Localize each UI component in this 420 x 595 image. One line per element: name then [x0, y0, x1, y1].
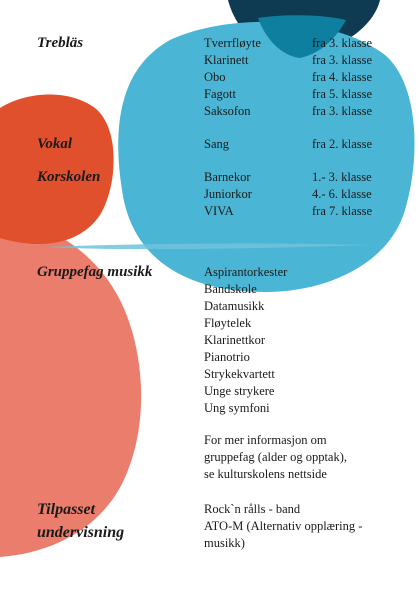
list-item: Fløytelek	[204, 316, 252, 330]
list-item: Saksofon	[204, 104, 251, 118]
section-heading-vokal: Vokal	[37, 136, 73, 152]
list-item: Pianotrio	[204, 350, 250, 364]
korskolen-grade-list	[312, 169, 372, 220]
list-item: Ung symfoni	[204, 401, 270, 415]
section-heading-treblas: Trebläs	[37, 35, 84, 51]
treblas-grade-list	[312, 35, 372, 120]
info-line: gruppefag (alder og opptak),	[204, 450, 347, 464]
info-line: se kulturskolens nettside	[204, 467, 327, 481]
section-heading-korskolen: Korskolen	[37, 169, 101, 185]
list-item: ATO-M (Alternativ opplæring -	[204, 519, 363, 533]
grade-label: fra 4. klasse	[312, 70, 373, 84]
grade-label: fra 3. klasse	[312, 36, 373, 50]
list-item: Datamusikk	[204, 299, 265, 313]
list-item: Bandskole	[204, 282, 257, 296]
list-item: Juniorkor	[204, 187, 252, 201]
grade-label: fra 3. klasse	[312, 104, 373, 118]
list-item: Klarinettkor	[204, 333, 266, 347]
treblas-instrument-list	[204, 35, 261, 120]
section-heading-gruppefag: Gruppefag musikk	[37, 264, 153, 280]
list-item: Barnekor	[204, 170, 251, 184]
grade-label: fra 2. klasse	[312, 137, 373, 151]
heading-line: undervisning	[37, 524, 125, 541]
vokal-list	[204, 136, 229, 153]
grade-label: 1.- 3. klasse	[312, 170, 372, 184]
list-item: Aspirantorkester	[204, 265, 288, 279]
grade-label: fra 3. klasse	[312, 53, 373, 67]
list-item: Rock`n rålls - band	[204, 502, 301, 516]
list-item: Tverrfløyte	[204, 36, 261, 50]
korskolen-list	[204, 169, 252, 220]
grade-label: fra 5. klasse	[312, 87, 373, 101]
list-item: Unge strykere	[204, 384, 275, 398]
tilpasset-list	[204, 501, 362, 552]
vokal-grade-list	[312, 136, 372, 153]
list-item: Strykekvartett	[204, 367, 275, 381]
section-heading-tilpasset	[37, 498, 124, 544]
list-item: Fagott	[204, 87, 236, 101]
gruppefag-info-text	[204, 432, 347, 483]
grade-label: 4.- 6. klasse	[312, 187, 372, 201]
list-item: Klarinett	[204, 53, 249, 67]
grade-label: fra 7. klasse	[312, 204, 373, 218]
list-item: VIVA	[204, 204, 234, 218]
info-line: For mer informasjon om	[204, 433, 327, 447]
heading-line: Tilpasset	[37, 501, 96, 518]
list-item: musikk)	[204, 536, 245, 550]
gruppefag-list	[204, 264, 287, 417]
list-item: Obo	[204, 70, 226, 84]
list-item: Sang	[204, 137, 229, 151]
